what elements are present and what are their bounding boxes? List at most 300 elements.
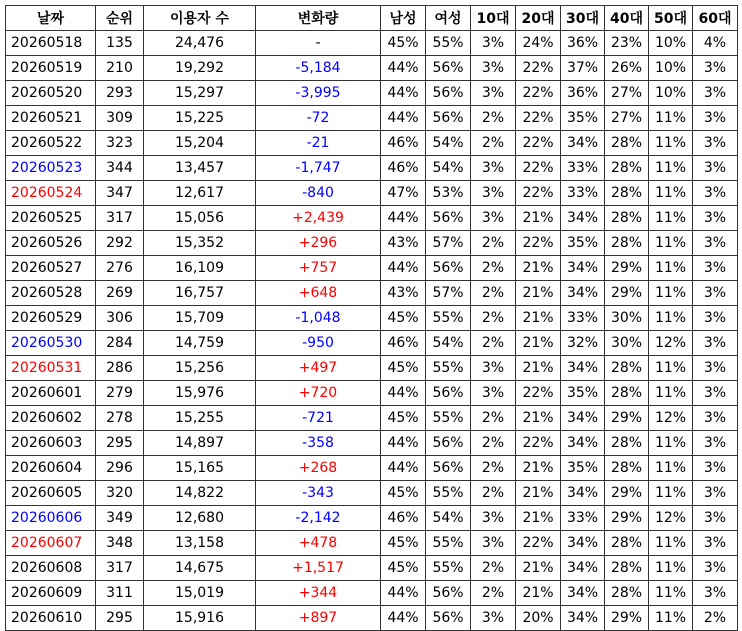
cell-date: 20260608 bbox=[6, 556, 96, 581]
cell-users: 14,897 bbox=[144, 431, 256, 456]
cell-age-30s: 35% bbox=[561, 456, 605, 481]
cell-male: 46% bbox=[381, 156, 426, 181]
cell-age-10s: 3% bbox=[471, 356, 516, 381]
cell-age-40s: 29% bbox=[605, 506, 649, 531]
cell-age-60s: 3% bbox=[693, 256, 738, 281]
cell-users: 15,916 bbox=[144, 606, 256, 631]
cell-age-10s: 2% bbox=[471, 406, 516, 431]
cell-age-40s: 23% bbox=[605, 31, 649, 56]
cell-age-20s: 22% bbox=[516, 156, 561, 181]
cell-rank: 292 bbox=[96, 231, 144, 256]
cell-age-20s: 21% bbox=[516, 406, 561, 431]
cell-change: +497 bbox=[256, 356, 381, 381]
cell-age-20s: 22% bbox=[516, 181, 561, 206]
column-header-age-10s: 10대 bbox=[471, 6, 516, 31]
cell-age-50s: 11% bbox=[649, 106, 693, 131]
table-row bbox=[6, 581, 738, 606]
cell-age-60s: 3% bbox=[693, 206, 738, 231]
table-row bbox=[6, 506, 738, 531]
cell-change: -840 bbox=[256, 181, 381, 206]
cell-change: -358 bbox=[256, 431, 381, 456]
table-row bbox=[6, 356, 738, 381]
table-row bbox=[6, 156, 738, 181]
cell-male: 44% bbox=[381, 206, 426, 231]
cell-users: 15,709 bbox=[144, 306, 256, 331]
cell-users: 15,225 bbox=[144, 106, 256, 131]
cell-age-30s: 36% bbox=[561, 81, 605, 106]
cell-female: 54% bbox=[426, 506, 471, 531]
cell-male: 44% bbox=[381, 106, 426, 131]
cell-age-30s: 34% bbox=[561, 131, 605, 156]
table-row bbox=[6, 281, 738, 306]
cell-female: 55% bbox=[426, 481, 471, 506]
cell-users: 14,675 bbox=[144, 556, 256, 581]
cell-age-10s: 2% bbox=[471, 456, 516, 481]
cell-male: 44% bbox=[381, 381, 426, 406]
cell-rank: 278 bbox=[96, 406, 144, 431]
table-row bbox=[6, 81, 738, 106]
cell-male: 45% bbox=[381, 481, 426, 506]
cell-age-10s: 3% bbox=[471, 506, 516, 531]
cell-age-10s: 2% bbox=[471, 431, 516, 456]
cell-users: 15,019 bbox=[144, 581, 256, 606]
cell-age-20s: 22% bbox=[516, 131, 561, 156]
cell-age-30s: 34% bbox=[561, 431, 605, 456]
cell-date: 20260531 bbox=[6, 356, 96, 381]
cell-age-50s: 12% bbox=[649, 506, 693, 531]
table-row bbox=[6, 56, 738, 81]
cell-age-50s: 11% bbox=[649, 431, 693, 456]
cell-male: 46% bbox=[381, 131, 426, 156]
cell-age-40s: 28% bbox=[605, 431, 649, 456]
cell-age-50s: 12% bbox=[649, 406, 693, 431]
cell-age-40s: 29% bbox=[605, 406, 649, 431]
cell-age-40s: 28% bbox=[605, 156, 649, 181]
cell-rank: 311 bbox=[96, 581, 144, 606]
cell-age-60s: 3% bbox=[693, 356, 738, 381]
cell-rank: 317 bbox=[96, 206, 144, 231]
cell-age-40s: 28% bbox=[605, 456, 649, 481]
cell-rank: 306 bbox=[96, 306, 144, 331]
table-row bbox=[6, 606, 738, 631]
cell-age-10s: 2% bbox=[471, 256, 516, 281]
cell-date: 20260518 bbox=[6, 31, 96, 56]
cell-change: -3,995 bbox=[256, 81, 381, 106]
cell-female: 56% bbox=[426, 81, 471, 106]
cell-male: 45% bbox=[381, 556, 426, 581]
cell-age-30s: 33% bbox=[561, 181, 605, 206]
column-header-users: 이용자 수 bbox=[144, 6, 256, 31]
cell-age-60s: 3% bbox=[693, 456, 738, 481]
cell-age-10s: 2% bbox=[471, 131, 516, 156]
cell-age-20s: 22% bbox=[516, 106, 561, 131]
cell-age-30s: 34% bbox=[561, 581, 605, 606]
cell-age-10s: 2% bbox=[471, 231, 516, 256]
cell-rank: 296 bbox=[96, 456, 144, 481]
cell-age-40s: 28% bbox=[605, 556, 649, 581]
cell-rank: 284 bbox=[96, 331, 144, 356]
cell-age-20s: 22% bbox=[516, 531, 561, 556]
cell-change: -72 bbox=[256, 106, 381, 131]
cell-female: 57% bbox=[426, 231, 471, 256]
cell-age-60s: 3% bbox=[693, 156, 738, 181]
cell-change: +268 bbox=[256, 456, 381, 481]
cell-date: 20260603 bbox=[6, 431, 96, 456]
cell-users: 15,976 bbox=[144, 381, 256, 406]
cell-date: 20260609 bbox=[6, 581, 96, 606]
cell-age-60s: 3% bbox=[693, 431, 738, 456]
table-row bbox=[6, 306, 738, 331]
cell-users: 15,204 bbox=[144, 131, 256, 156]
column-header-date: 날짜 bbox=[6, 6, 96, 31]
table-row bbox=[6, 531, 738, 556]
cell-age-20s: 21% bbox=[516, 481, 561, 506]
cell-rank: 320 bbox=[96, 481, 144, 506]
cell-age-10s: 2% bbox=[471, 106, 516, 131]
cell-female: 54% bbox=[426, 156, 471, 181]
cell-age-40s: 28% bbox=[605, 381, 649, 406]
cell-female: 55% bbox=[426, 531, 471, 556]
cell-age-20s: 21% bbox=[516, 206, 561, 231]
cell-age-30s: 35% bbox=[561, 381, 605, 406]
cell-age-40s: 29% bbox=[605, 256, 649, 281]
cell-date: 20260525 bbox=[6, 206, 96, 231]
cell-age-40s: 28% bbox=[605, 206, 649, 231]
cell-users: 12,617 bbox=[144, 181, 256, 206]
cell-age-30s: 34% bbox=[561, 406, 605, 431]
cell-users: 16,109 bbox=[144, 256, 256, 281]
cell-age-60s: 3% bbox=[693, 531, 738, 556]
column-header-female: 여성 bbox=[426, 6, 471, 31]
cell-age-50s: 11% bbox=[649, 456, 693, 481]
cell-female: 56% bbox=[426, 106, 471, 131]
cell-female: 56% bbox=[426, 456, 471, 481]
cell-age-10s: 2% bbox=[471, 481, 516, 506]
cell-age-60s: 3% bbox=[693, 231, 738, 256]
cell-users: 15,256 bbox=[144, 356, 256, 381]
cell-female: 54% bbox=[426, 131, 471, 156]
cell-age-10s: 2% bbox=[471, 281, 516, 306]
cell-age-20s: 22% bbox=[516, 231, 561, 256]
table-row bbox=[6, 381, 738, 406]
cell-users: 15,297 bbox=[144, 81, 256, 106]
cell-age-60s: 3% bbox=[693, 306, 738, 331]
cell-change: +720 bbox=[256, 381, 381, 406]
cell-age-60s: 3% bbox=[693, 281, 738, 306]
table-row bbox=[6, 556, 738, 581]
cell-age-20s: 20% bbox=[516, 606, 561, 631]
cell-age-30s: 34% bbox=[561, 481, 605, 506]
column-header-rank: 순위 bbox=[96, 6, 144, 31]
cell-male: 43% bbox=[381, 231, 426, 256]
cell-change: -21 bbox=[256, 131, 381, 156]
cell-female: 55% bbox=[426, 306, 471, 331]
table-row bbox=[6, 481, 738, 506]
cell-age-10s: 2% bbox=[471, 331, 516, 356]
cell-age-60s: 3% bbox=[693, 381, 738, 406]
cell-age-50s: 11% bbox=[649, 206, 693, 231]
cell-users: 15,056 bbox=[144, 206, 256, 231]
cell-age-40s: 29% bbox=[605, 481, 649, 506]
cell-male: 44% bbox=[381, 431, 426, 456]
cell-rank: 276 bbox=[96, 256, 144, 281]
cell-date: 20260604 bbox=[6, 456, 96, 481]
cell-age-20s: 21% bbox=[516, 581, 561, 606]
cell-age-30s: 34% bbox=[561, 281, 605, 306]
column-header-age-40s: 40대 bbox=[605, 6, 649, 31]
cell-change: +478 bbox=[256, 531, 381, 556]
cell-female: 56% bbox=[426, 381, 471, 406]
cell-female: 55% bbox=[426, 406, 471, 431]
cell-age-40s: 28% bbox=[605, 356, 649, 381]
cell-users: 14,759 bbox=[144, 331, 256, 356]
cell-female: 55% bbox=[426, 31, 471, 56]
cell-age-40s: 29% bbox=[605, 606, 649, 631]
cell-male: 45% bbox=[381, 356, 426, 381]
cell-age-30s: 34% bbox=[561, 556, 605, 581]
cell-age-50s: 11% bbox=[649, 606, 693, 631]
cell-female: 56% bbox=[426, 581, 471, 606]
cell-age-10s: 3% bbox=[471, 531, 516, 556]
cell-age-60s: 3% bbox=[693, 81, 738, 106]
cell-male: 46% bbox=[381, 506, 426, 531]
cell-age-60s: 3% bbox=[693, 581, 738, 606]
cell-rank: 295 bbox=[96, 606, 144, 631]
cell-male: 45% bbox=[381, 531, 426, 556]
cell-rank: 135 bbox=[96, 31, 144, 56]
cell-age-50s: 11% bbox=[649, 181, 693, 206]
cell-age-50s: 11% bbox=[649, 581, 693, 606]
cell-age-60s: 3% bbox=[693, 331, 738, 356]
cell-users: 24,476 bbox=[144, 31, 256, 56]
cell-change: -950 bbox=[256, 331, 381, 356]
table-row bbox=[6, 256, 738, 281]
cell-date: 20260526 bbox=[6, 231, 96, 256]
cell-date: 20260527 bbox=[6, 256, 96, 281]
cell-rank: 349 bbox=[96, 506, 144, 531]
cell-users: 13,457 bbox=[144, 156, 256, 181]
cell-rank: 347 bbox=[96, 181, 144, 206]
cell-date: 20260530 bbox=[6, 331, 96, 356]
cell-date: 20260610 bbox=[6, 606, 96, 631]
cell-age-30s: 37% bbox=[561, 56, 605, 81]
cell-male: 44% bbox=[381, 81, 426, 106]
cell-age-40s: 27% bbox=[605, 81, 649, 106]
cell-age-30s: 33% bbox=[561, 156, 605, 181]
cell-age-20s: 21% bbox=[516, 306, 561, 331]
cell-age-30s: 35% bbox=[561, 231, 605, 256]
cell-male: 45% bbox=[381, 306, 426, 331]
cell-date: 20260521 bbox=[6, 106, 96, 131]
cell-users: 15,255 bbox=[144, 406, 256, 431]
cell-rank: 210 bbox=[96, 56, 144, 81]
cell-rank: 295 bbox=[96, 431, 144, 456]
cell-age-20s: 22% bbox=[516, 56, 561, 81]
cell-female: 53% bbox=[426, 181, 471, 206]
cell-rank: 279 bbox=[96, 381, 144, 406]
cell-users: 15,352 bbox=[144, 231, 256, 256]
cell-age-50s: 11% bbox=[649, 281, 693, 306]
cell-age-40s: 29% bbox=[605, 281, 649, 306]
cell-age-50s: 12% bbox=[649, 331, 693, 356]
column-header-male: 남성 bbox=[381, 6, 426, 31]
column-header-age-60s: 60대 bbox=[693, 6, 738, 31]
cell-age-40s: 28% bbox=[605, 181, 649, 206]
cell-age-10s: 3% bbox=[471, 206, 516, 231]
cell-age-10s: 3% bbox=[471, 181, 516, 206]
column-header-age-20s: 20대 bbox=[516, 6, 561, 31]
cell-change: +2,439 bbox=[256, 206, 381, 231]
cell-age-50s: 11% bbox=[649, 356, 693, 381]
cell-rank: 348 bbox=[96, 531, 144, 556]
cell-male: 45% bbox=[381, 31, 426, 56]
cell-age-30s: 34% bbox=[561, 356, 605, 381]
cell-change: +757 bbox=[256, 256, 381, 281]
cell-age-40s: 28% bbox=[605, 231, 649, 256]
cell-age-30s: 32% bbox=[561, 331, 605, 356]
cell-age-10s: 2% bbox=[471, 581, 516, 606]
cell-age-30s: 35% bbox=[561, 106, 605, 131]
cell-date: 20260607 bbox=[6, 531, 96, 556]
cell-age-20s: 22% bbox=[516, 381, 561, 406]
table-row bbox=[6, 206, 738, 231]
cell-age-40s: 30% bbox=[605, 331, 649, 356]
cell-rank: 286 bbox=[96, 356, 144, 381]
cell-change: -1,048 bbox=[256, 306, 381, 331]
cell-rank: 317 bbox=[96, 556, 144, 581]
cell-rank: 293 bbox=[96, 81, 144, 106]
column-header-age-50s: 50대 bbox=[649, 6, 693, 31]
cell-rank: 309 bbox=[96, 106, 144, 131]
cell-female: 56% bbox=[426, 606, 471, 631]
cell-age-60s: 3% bbox=[693, 106, 738, 131]
cell-date: 20260601 bbox=[6, 381, 96, 406]
cell-age-60s: 3% bbox=[693, 506, 738, 531]
cell-age-20s: 21% bbox=[516, 506, 561, 531]
cell-users: 15,165 bbox=[144, 456, 256, 481]
cell-age-60s: 2% bbox=[693, 606, 738, 631]
cell-female: 56% bbox=[426, 206, 471, 231]
cell-users: 13,158 bbox=[144, 531, 256, 556]
cell-users: 14,822 bbox=[144, 481, 256, 506]
cell-change: -721 bbox=[256, 406, 381, 431]
cell-age-10s: 3% bbox=[471, 81, 516, 106]
cell-age-60s: 3% bbox=[693, 481, 738, 506]
cell-date: 20260523 bbox=[6, 156, 96, 181]
cell-age-10s: 3% bbox=[471, 606, 516, 631]
cell-age-60s: 3% bbox=[693, 406, 738, 431]
cell-age-20s: 21% bbox=[516, 556, 561, 581]
cell-female: 56% bbox=[426, 431, 471, 456]
cell-age-10s: 2% bbox=[471, 556, 516, 581]
cell-age-50s: 11% bbox=[649, 481, 693, 506]
cell-age-10s: 3% bbox=[471, 156, 516, 181]
cell-age-50s: 10% bbox=[649, 56, 693, 81]
table-row bbox=[6, 131, 738, 156]
cell-age-20s: 24% bbox=[516, 31, 561, 56]
cell-age-30s: 33% bbox=[561, 306, 605, 331]
cell-age-40s: 28% bbox=[605, 581, 649, 606]
cell-age-30s: 34% bbox=[561, 206, 605, 231]
table-row bbox=[6, 431, 738, 456]
cell-age-20s: 22% bbox=[516, 431, 561, 456]
cell-age-60s: 3% bbox=[693, 556, 738, 581]
cell-rank: 344 bbox=[96, 156, 144, 181]
cell-age-30s: 34% bbox=[561, 256, 605, 281]
cell-age-20s: 22% bbox=[516, 81, 561, 106]
cell-users: 12,680 bbox=[144, 506, 256, 531]
cell-male: 43% bbox=[381, 281, 426, 306]
cell-age-50s: 11% bbox=[649, 306, 693, 331]
table-body bbox=[6, 31, 738, 631]
cell-age-50s: 11% bbox=[649, 556, 693, 581]
cell-date: 20260602 bbox=[6, 406, 96, 431]
cell-change: +1,517 bbox=[256, 556, 381, 581]
cell-age-40s: 28% bbox=[605, 131, 649, 156]
cell-female: 55% bbox=[426, 556, 471, 581]
cell-male: 46% bbox=[381, 331, 426, 356]
table-row bbox=[6, 231, 738, 256]
cell-date: 20260606 bbox=[6, 506, 96, 531]
cell-change: -1,747 bbox=[256, 156, 381, 181]
table-row bbox=[6, 406, 738, 431]
cell-age-20s: 21% bbox=[516, 281, 561, 306]
cell-age-50s: 11% bbox=[649, 381, 693, 406]
cell-female: 56% bbox=[426, 56, 471, 81]
column-header-age-30s: 30대 bbox=[561, 6, 605, 31]
cell-age-30s: 33% bbox=[561, 506, 605, 531]
cell-age-50s: 10% bbox=[649, 81, 693, 106]
cell-date: 20260605 bbox=[6, 481, 96, 506]
cell-age-20s: 21% bbox=[516, 456, 561, 481]
cell-male: 44% bbox=[381, 256, 426, 281]
cell-rank: 323 bbox=[96, 131, 144, 156]
cell-age-50s: 10% bbox=[649, 31, 693, 56]
cell-change: +897 bbox=[256, 606, 381, 631]
cell-users: 16,757 bbox=[144, 281, 256, 306]
cell-male: 44% bbox=[381, 581, 426, 606]
cell-change: +648 bbox=[256, 281, 381, 306]
cell-age-40s: 26% bbox=[605, 56, 649, 81]
cell-date: 20260522 bbox=[6, 131, 96, 156]
daily-stats-table bbox=[5, 5, 738, 631]
cell-date: 20260528 bbox=[6, 281, 96, 306]
cell-change: +296 bbox=[256, 231, 381, 256]
cell-date: 20260519 bbox=[6, 56, 96, 81]
table-row bbox=[6, 456, 738, 481]
cell-age-50s: 11% bbox=[649, 131, 693, 156]
cell-age-50s: 11% bbox=[649, 156, 693, 181]
cell-male: 45% bbox=[381, 406, 426, 431]
cell-age-60s: 3% bbox=[693, 131, 738, 156]
cell-age-30s: 34% bbox=[561, 606, 605, 631]
cell-age-50s: 11% bbox=[649, 531, 693, 556]
cell-female: 57% bbox=[426, 281, 471, 306]
cell-change: -5,184 bbox=[256, 56, 381, 81]
cell-age-60s: 3% bbox=[693, 181, 738, 206]
cell-age-50s: 11% bbox=[649, 231, 693, 256]
cell-age-60s: 4% bbox=[693, 31, 738, 56]
cell-date: 20260529 bbox=[6, 306, 96, 331]
cell-age-20s: 21% bbox=[516, 256, 561, 281]
cell-age-10s: 3% bbox=[471, 56, 516, 81]
cell-change: - bbox=[256, 31, 381, 56]
header-row bbox=[6, 6, 738, 31]
cell-age-50s: 11% bbox=[649, 256, 693, 281]
cell-age-40s: 30% bbox=[605, 306, 649, 331]
cell-change: +344 bbox=[256, 581, 381, 606]
cell-date: 20260520 bbox=[6, 81, 96, 106]
